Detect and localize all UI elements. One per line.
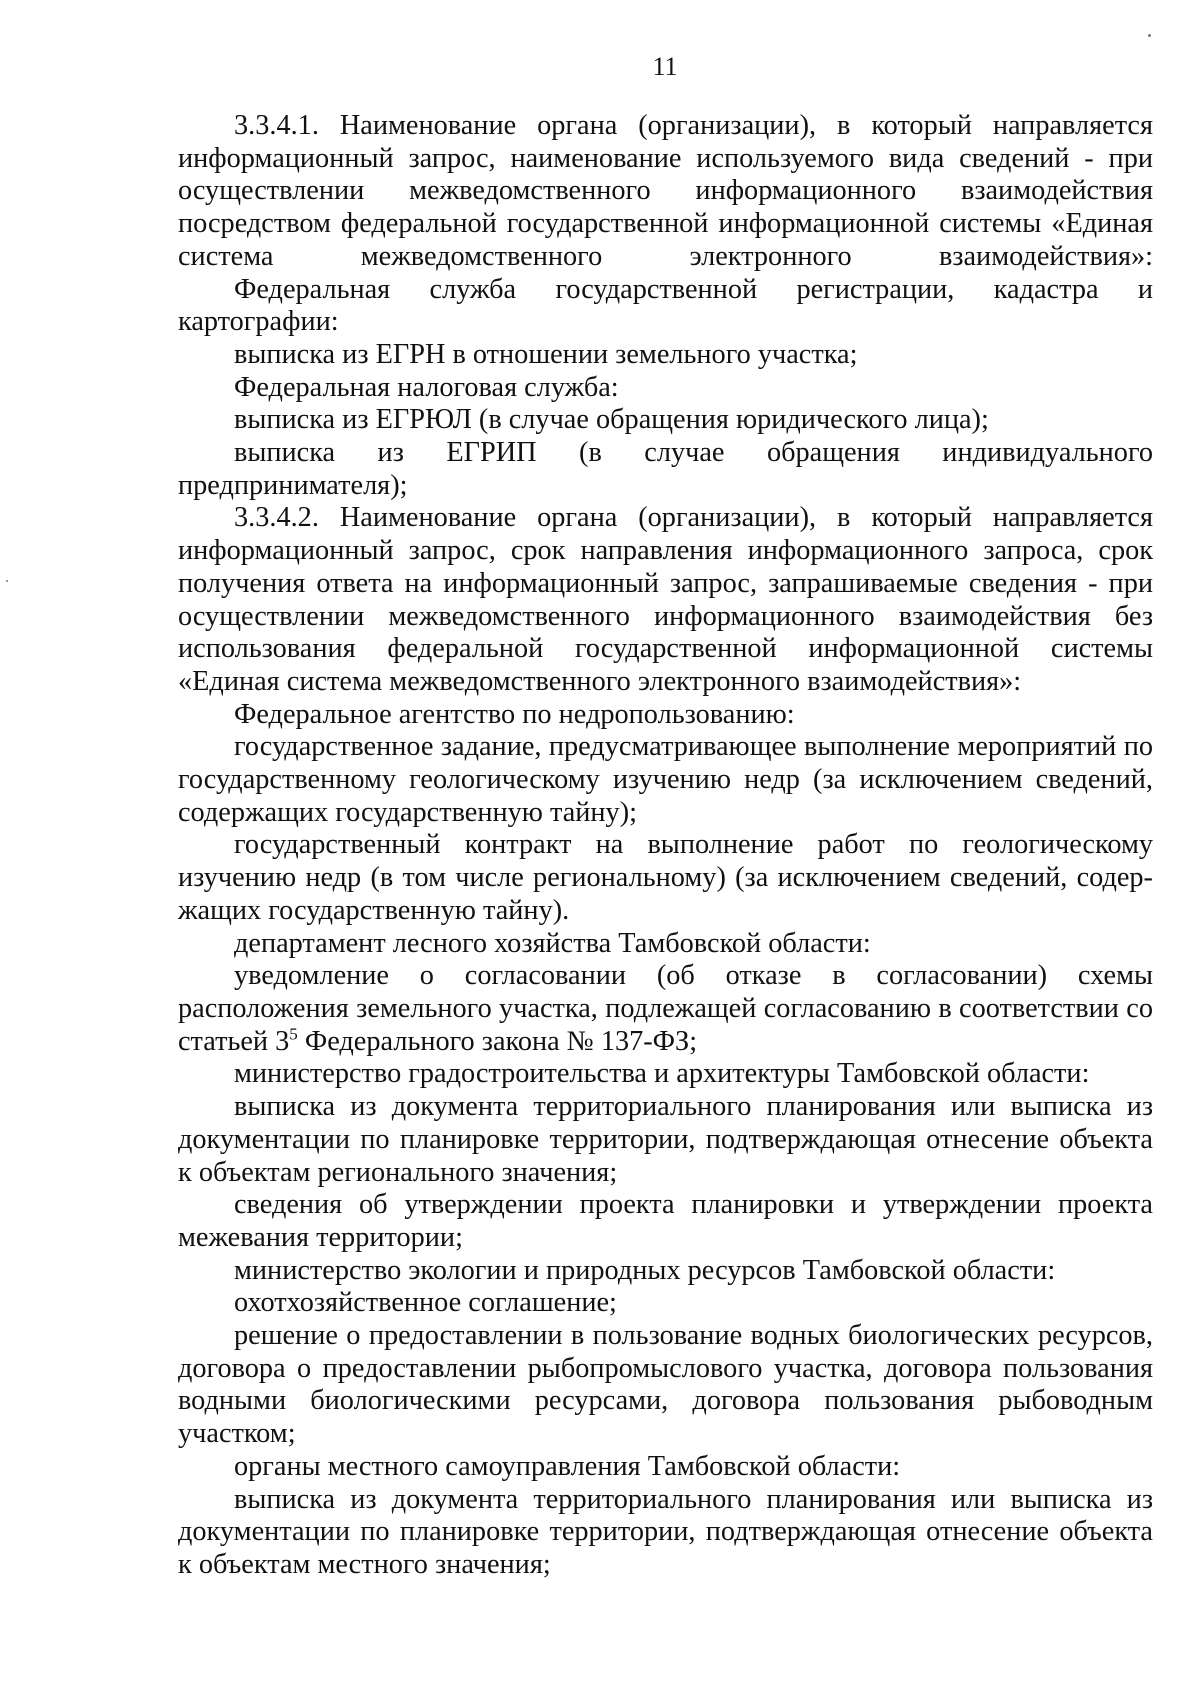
paragraph-local-planning-extract: выписка из документа территориального планирования или выписка из документации по планировке территории, подтверждающая отнесение объекта к объектам местного значения; xyxy=(178,1483,1153,1580)
scan-speck xyxy=(6,580,8,582)
paragraph-forestry-department: департамент лесного хозяйства Тамбовской области: xyxy=(234,927,871,959)
paragraph-aquatic-resources: решение о предоставлении в пользование водных биологических ресурсов, договора о предоставлении рыбопромыслового участка, договора пользования водными биологическими ресурсами, договора пользования рыбоводным участком; xyxy=(178,1320,1153,1450)
paragraph-urban-planning-ministry: министерство градостроительства и архитектуры Тамбовской области: xyxy=(234,1058,1090,1090)
paragraph-rosreestr: Федеральная служба государственной регистрации, кадастра и картографии: xyxy=(178,273,1153,338)
paragraph-3-3-4-2: 3.3.4.2. Наименование органа (организации), в который направляется информационный запрос, срок направления информационного запроса, срок получения ответа на информационный запрос, запрашиваемые сведения - при осуществлении межведомственного информационного взаимодействия без использования федеральной государственной информационной системы «Единая система межведомственного электронного взаимодействия»: xyxy=(178,502,1153,697)
paragraph-fns: Федеральная налоговая служба: xyxy=(234,371,619,403)
page-number: 11 xyxy=(652,52,678,81)
paragraph-local-government: органы местного самоуправления Тамбовской области: xyxy=(234,1450,901,1482)
forest-notice-law: Федерального закона № 137-ФЗ; xyxy=(297,1025,698,1057)
scan-speck xyxy=(1148,34,1151,37)
paragraph-hunting-agreement: охотхозяйственное соглашение; xyxy=(234,1287,617,1319)
paragraph-planning-approval: сведения об утверждении проекта планировки и утверждении проекта межевания территории; xyxy=(178,1189,1153,1253)
paragraph-3-3-4-1: 3.3.4.1. Наименование органа (организации), в который направляется информационный запрос, наименование используемого вида сведений - при осуществлении межведомственного информационного взаимодействия посредством федеральной государственной информационной системы «Единая система межведомственного электронного взаимодействия»: xyxy=(178,110,1153,272)
paragraph-ecology-ministry: министерство экологии и природных ресурсов Тамбовской области: xyxy=(234,1254,1056,1286)
paragraph-egrn-extract: выписка из ЕГРН в отношении земельного участка; xyxy=(234,338,858,370)
paragraph-egrul-extract: выписка из ЕГРЮЛ (в случае обращения юридического лица); xyxy=(234,404,989,436)
paragraph-forest-notice xyxy=(178,960,1153,1058)
paragraph-state-assignment: государственное задание, предусматривающее выполнение мероприятий по государственному геологическому изучению недр (за исключением сведений, содержащих государственную тайну); xyxy=(178,731,1153,828)
paragraph-regional-planning-extract: выписка из документа территориального планирования или выписка из документации по планировке территории, подтверждающая отнесение объекта к объектам регионального значения; xyxy=(178,1091,1153,1188)
forest-notice-text: уведомление о согласовании (об отказе в согласовании) схемы расположения земельного участка, подлежащей согласованию в соответствии со статьей 3 xyxy=(178,960,1153,1057)
article-superscript: 5 xyxy=(289,1024,298,1044)
paragraph-rosnedra: Федеральное агентство по недропользованию: xyxy=(234,698,795,730)
paragraph-egrip-extract: выписка из ЕГРИП (в случае обращения индивидуального предпринимателя); xyxy=(178,437,1153,501)
document-body xyxy=(178,110,1153,1582)
paragraph-state-contract: государственный контракт на выполнение работ по геологическому изучению недр (в том числе региональному) (за исключением сведений, содер-жащих государственную тайну). xyxy=(178,829,1153,926)
